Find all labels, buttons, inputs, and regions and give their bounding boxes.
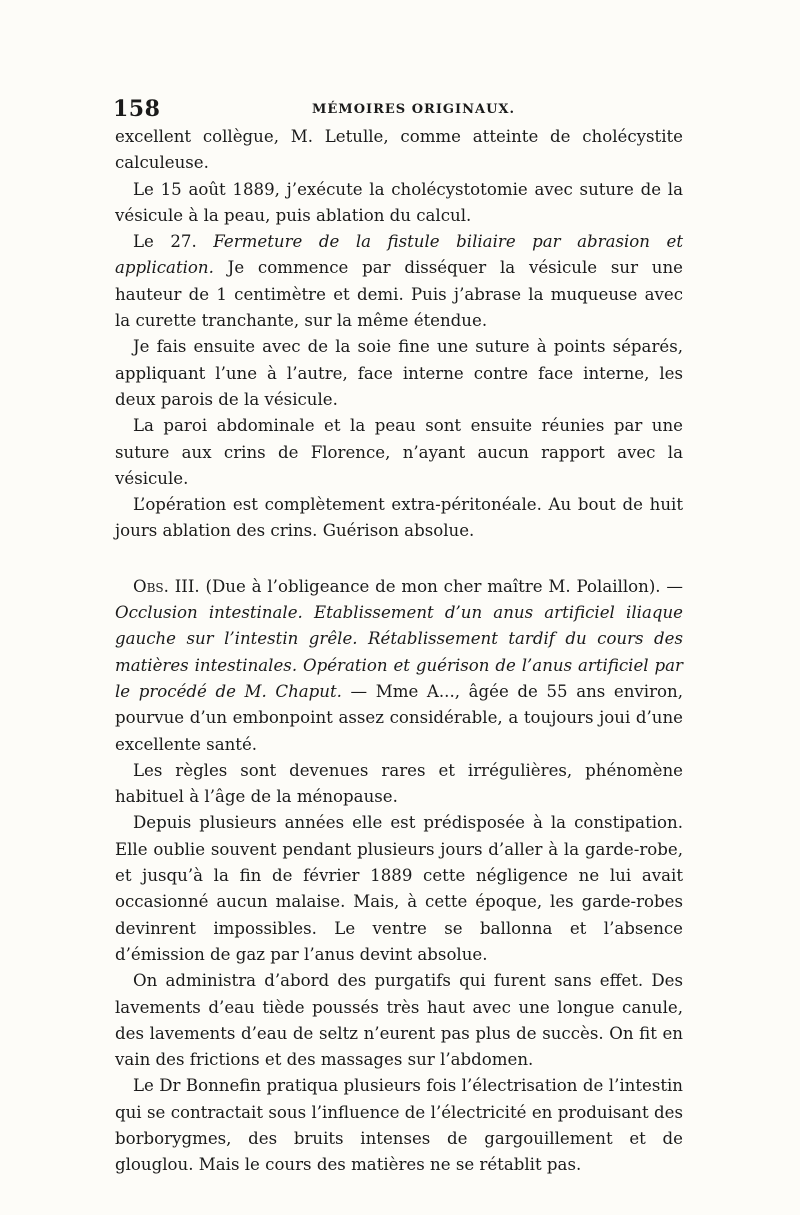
page-header [113, 96, 683, 126]
paragraph-6: L’opération est complètement extra-péritonéale. Au bout de huit jours ablation des crins. Guérison absolue. [115, 495, 683, 541]
paragraph-5: La paroi abdominale et la peau sont ensuite réunies par une suture aux crins de Florence, n’ayant aucun rapport avec la vésicule. [115, 416, 683, 488]
observation-title: Occlusion intestinale. Etablissement d’un anus artificiel iliaque gauche sur l’intestin grêle. Rétablissement tardif du cours des matières intestinales. Opération et guérison de l’anus artificiel par le procédé de M. Chaput. [115, 603, 683, 701]
paragraph-9: Depuis plusieurs années elle est prédisposée à la constipation. Elle oublie souvent pendant plusieurs jours d’aller à la garde-robe, et jusqu’à la fin de février 1889 cette négligence ne lui avait occasionné aucun malaise. Mais, à cette époque, les garde-robes devinrent impossibles. Le ventre se ballonna et l’absence d’émission de gaz par l’anus devint absolue. [115, 813, 683, 964]
observation-paragraph [115, 574, 683, 758]
page-number: 158 [113, 96, 161, 122]
observation-intro: III. (Due à l’obligeance de mon cher maître M. Polaillon). — [168, 576, 683, 596]
running-title: MÉMOIRES ORIGINAUX. [312, 102, 516, 117]
paragraph-4: Je fais ensuite avec de la soie fine une suture à points séparés, appliquant l’une à l’autre, face interne contre face interne, les deux parois de la vésicule. [115, 337, 683, 409]
observation-rest: — Mme A..., âgée de 55 ans environ, pourvue d’un embonpoint assez considérable, a toujours joui d’une excellente santé. [115, 681, 683, 754]
paragraph-10: On administra d’abord des purgatifs qui furent sans effet. Des lavements d’eau tiède poussés très haut avec une longue canule, des lavements d’eau de seltz n’eurent pas plus de succès. On fit en vain des frictions et des massages sur l’abdomen. [115, 971, 683, 1070]
paragraph-3-title: Fermeture de la fistule biliaire par abrasion et application. [115, 232, 683, 278]
body-text [115, 124, 683, 1179]
paragraph-3-rest: Je commence par disséquer la vésicule sur une hauteur de 1 centimètre et demi. Puis j’abrase la muqueuse avec la curette tranchante, sur la même étendue. [115, 258, 683, 331]
paragraph-8: Les règles sont devenues rares et irrégulières, phénomène habituel à l’âge de la ménopause. [115, 760, 683, 807]
paragraph-3 [115, 229, 683, 334]
paragraph-2: Le 15 août 1889, j’exécute la cholécystotomie avec suture de la vésicule à la peau, puis ablation du calcul. [115, 179, 683, 225]
paragraph-3-lead: Le 27. [133, 232, 214, 252]
paragraph-1: excellent collègue, M. Letulle, comme atteinte de cholécystite calculeuse. [115, 127, 683, 173]
paragraph-11: Le Dr Bonnefin pratiqua plusieurs fois l’électrisation de l’intestin qui se contractait sous l’influence de l’électricité en produisant des borborygmes, des bruits intenses de gargouillement et de glouglou. Mais le cours des matières ne se rétablit pas. [115, 1076, 683, 1175]
observation-label: Obs. [133, 576, 169, 596]
